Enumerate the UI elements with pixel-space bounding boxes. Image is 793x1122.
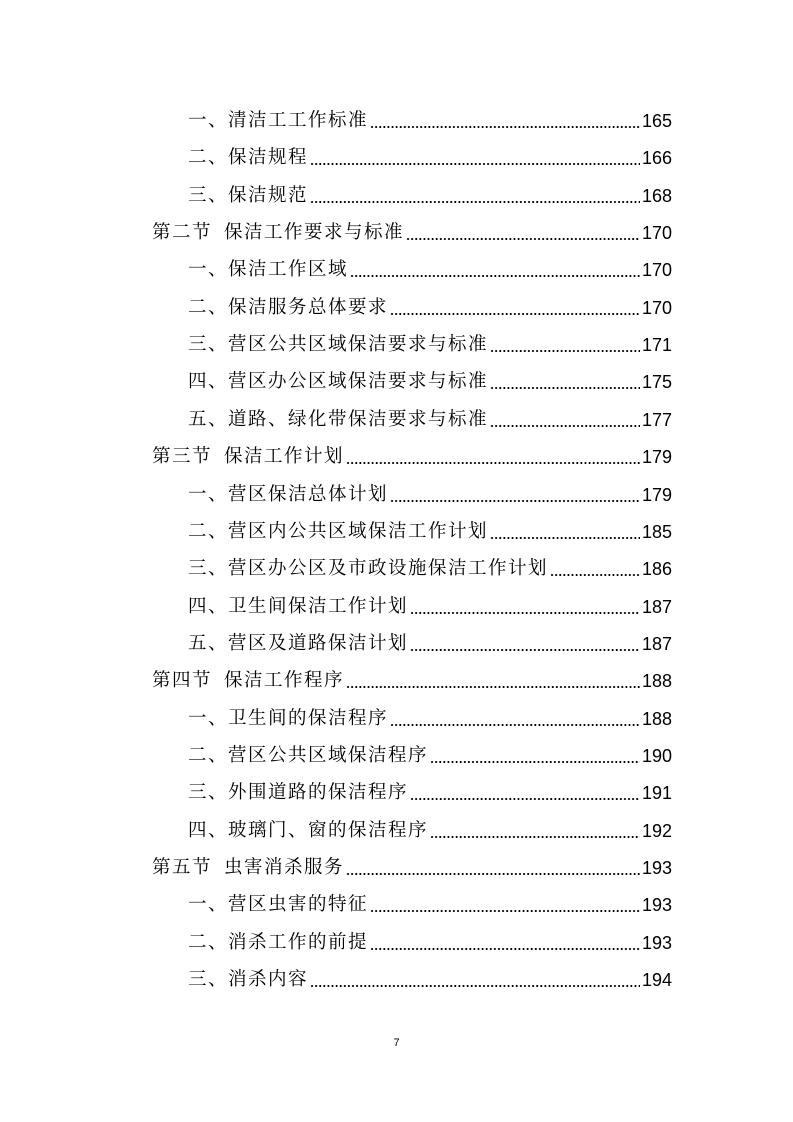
toc-entry-title: 保洁工作程序 [224, 670, 345, 692]
toc-page-number: 165 [641, 111, 672, 131]
toc-entry-title: 三、营区公共区域保洁要求与标准 [188, 334, 489, 356]
toc-page-number: 171 [641, 335, 672, 356]
toc-entry-title: 保洁工作计划 [224, 446, 345, 468]
toc-page-number: 192 [641, 820, 672, 841]
dot-leader [490, 350, 640, 352]
dot-leader [390, 724, 640, 726]
toc-page-number: 193 [641, 858, 672, 878]
toc-page-number: 170 [641, 297, 672, 318]
toc-section-label: 第四节 [152, 670, 213, 692]
toc-entry[interactable] [188, 364, 672, 394]
toc-page-number: 187 [641, 633, 672, 654]
toc-entry-title: 二、保洁规程 [188, 147, 309, 169]
toc-entry[interactable] [188, 551, 672, 581]
toc-entry-title: 一、营区保洁总体计划 [188, 483, 389, 505]
toc-page-number: 170 [641, 223, 672, 244]
dot-leader [430, 761, 640, 763]
toc-entry-title: 保洁工作要求与标准 [224, 222, 405, 244]
toc-entry[interactable] [188, 589, 672, 619]
toc-entry[interactable] [188, 402, 672, 432]
toc-entry-title: 一、营区虫害的特征 [188, 894, 369, 916]
toc-entry[interactable] [188, 738, 672, 768]
toc-page-number: 188 [641, 708, 672, 729]
dot-leader [430, 836, 640, 838]
dot-leader [346, 873, 640, 875]
toc-page-number: 170 [641, 260, 672, 281]
toc-entry-title: 三、消杀内容 [188, 969, 309, 991]
toc-entry[interactable] [188, 962, 672, 992]
dot-leader [370, 126, 640, 128]
toc-page-number: 188 [641, 671, 672, 692]
toc-entry-title: 虫害消杀服务 [224, 857, 345, 878]
toc-page-number: 185 [641, 521, 672, 542]
toc-section-entry[interactable] [152, 663, 672, 693]
dot-leader [370, 910, 640, 912]
toc-section-label: 第五节 [152, 857, 213, 878]
toc-page-number: 179 [641, 484, 672, 505]
dot-leader [490, 387, 640, 389]
toc-entry-title: 一、保洁工作区域 [188, 259, 349, 281]
toc-entry[interactable] [188, 887, 672, 917]
page-number: 7 [393, 1037, 400, 1049]
toc-page-number: 168 [641, 185, 672, 206]
toc-entry-title: 一、清洁工工作标准 [188, 110, 369, 131]
dot-leader [550, 574, 640, 576]
dot-leader [390, 500, 640, 502]
toc-entry-title: 二、消杀工作的前提 [188, 931, 369, 953]
toc-entry[interactable] [188, 103, 672, 133]
toc-page-number: 177 [641, 409, 672, 430]
toc-entry[interactable] [188, 626, 672, 656]
dot-leader [410, 798, 640, 800]
toc-entry[interactable] [188, 775, 672, 805]
toc-entry-title: 四、营区办公区域保洁要求与标准 [188, 371, 489, 393]
dot-leader [310, 201, 640, 203]
toc-entry[interactable] [188, 514, 672, 544]
dot-leader [346, 462, 640, 464]
toc-page-number: 193 [641, 895, 672, 916]
toc-entry-title: 四、玻璃门、窗的保洁程序 [188, 819, 429, 841]
dot-leader [370, 948, 640, 950]
toc-entry[interactable] [188, 327, 672, 357]
toc-entry-title: 二、保洁服务总体要求 [188, 296, 389, 318]
toc-page-number: 194 [641, 970, 672, 991]
toc-entry-title: 三、营区办公区及市政设施保洁工作计划 [188, 558, 549, 580]
toc-page-number: 186 [641, 559, 672, 580]
toc-page-number: 166 [641, 148, 672, 169]
toc-section-entry[interactable] [152, 850, 672, 880]
toc-page-number: 191 [641, 783, 672, 804]
toc-section-label: 第三节 [152, 446, 213, 468]
toc-section-entry[interactable] [152, 439, 672, 469]
dot-leader [346, 686, 640, 688]
toc-entry-title: 四、卫生间保洁工作计划 [188, 595, 409, 617]
dot-leader [390, 313, 640, 315]
toc-page-number: 193 [641, 932, 672, 953]
toc-entry-title: 五、道路、绿化带保洁要求与标准 [188, 408, 489, 430]
dot-leader [310, 985, 640, 987]
toc-entry[interactable] [188, 701, 672, 731]
toc-section-label: 第二节 [152, 222, 213, 244]
toc-entry-title: 五、营区及道路保洁计划 [188, 632, 409, 654]
dot-leader [490, 425, 640, 427]
toc-entry[interactable] [188, 290, 672, 320]
toc-entry[interactable] [188, 813, 672, 843]
toc-entry[interactable] [188, 477, 672, 507]
dot-leader [410, 612, 640, 614]
toc-entry-title: 二、营区公共区域保洁程序 [188, 744, 429, 766]
dot-leader [410, 649, 640, 651]
toc-page-number: 187 [641, 596, 672, 617]
toc-entry-title: 一、卫生间的保洁程序 [188, 707, 389, 729]
dot-leader [406, 238, 640, 240]
dot-leader [350, 275, 640, 277]
toc-entry-title: 三、保洁规范 [188, 184, 309, 206]
toc-entry[interactable] [188, 252, 672, 282]
toc-page-number: 190 [641, 745, 672, 766]
toc-entry[interactable] [188, 925, 672, 955]
toc-section-entry[interactable] [152, 215, 672, 245]
toc-page-number: 179 [641, 447, 672, 468]
dot-leader [310, 163, 640, 165]
toc-entry-title: 三、外围道路的保洁程序 [188, 782, 409, 804]
toc-page-number: 175 [641, 372, 672, 393]
toc-entry[interactable] [188, 140, 672, 170]
dot-leader [490, 537, 640, 539]
toc-entry[interactable] [188, 178, 672, 208]
toc-entry-title: 二、营区内公共区域保洁工作计划 [188, 520, 489, 542]
